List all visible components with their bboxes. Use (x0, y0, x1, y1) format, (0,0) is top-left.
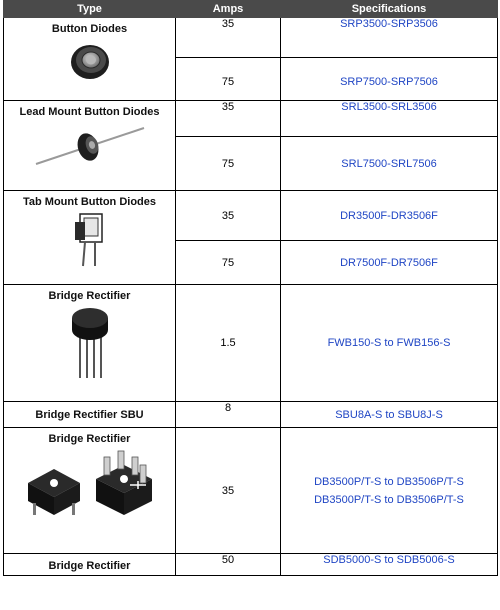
type-cell (4, 428, 176, 554)
spec-cell (281, 137, 498, 191)
spec-cell (281, 285, 498, 402)
table-row (4, 428, 498, 554)
column-header-amps: Amps (176, 1, 281, 18)
spec-link[interactable]: DR7500F-DR7506F (340, 256, 438, 269)
spec-cell (281, 428, 498, 554)
table-row (4, 554, 498, 576)
type-label: Bridge Rectifier (48, 290, 131, 302)
type-cell (4, 101, 176, 191)
table-row (4, 191, 498, 241)
spec-cell (281, 101, 498, 137)
type-label: Bridge Rectifier (48, 560, 131, 572)
column-header-type: Type (4, 1, 176, 18)
table-row (4, 101, 498, 137)
amps-cell: 35 (176, 18, 281, 58)
component-spec-table (3, 0, 498, 576)
table-row (4, 285, 498, 402)
amps-cell: 35 (176, 101, 281, 137)
amps-cell: 75 (176, 241, 281, 285)
spec-link[interactable]: SRP3500-SRP3506 (340, 18, 438, 30)
spec-cell (281, 58, 498, 101)
table-row (4, 402, 498, 428)
round-bridge-rectifier-icon (60, 302, 120, 380)
type-cell (4, 285, 176, 402)
spec-cell (281, 18, 498, 58)
type-label: Bridge Rectifier (48, 433, 131, 445)
type-cell (4, 18, 176, 101)
spec-link[interactable]: SDB5000-S to SDB5006-S (323, 554, 455, 566)
type-cell (4, 554, 176, 576)
amps-cell: 1.5 (176, 285, 281, 402)
amps-cell: 8 (176, 402, 281, 428)
spec-link[interactable]: DB3500P/T-S to DB3506P/T-S (314, 475, 464, 488)
button-diode-icon (60, 35, 120, 85)
amps-cell: 35 (176, 191, 281, 241)
type-cell (4, 191, 176, 285)
spec-link[interactable]: SBU8A-S to SBU8J-S (335, 408, 443, 421)
spec-link[interactable]: SRP7500-SRP7506 (340, 76, 438, 88)
header-row (4, 1, 498, 18)
type-label: Bridge Rectifier SBU (35, 408, 144, 421)
type-label: Lead Mount Button Diodes (19, 106, 160, 118)
type-label: Button Diodes (51, 23, 128, 35)
square-bridge-rectifier-icon (20, 445, 160, 525)
amps-cell: 50 (176, 554, 281, 576)
type-cell (4, 402, 176, 428)
table-row (4, 18, 498, 58)
spec-link[interactable]: DB3500P/T-S to DB3506P/T-S (314, 493, 464, 506)
tab-mount-diode-icon (65, 208, 115, 268)
column-header-specifications: Specifications (281, 1, 498, 18)
amps-cell: 75 (176, 58, 281, 101)
spec-cell (281, 191, 498, 241)
amps-cell: 75 (176, 137, 281, 191)
amps-cell: 35 (176, 428, 281, 554)
spec-link[interactable]: DR3500F-DR3506F (340, 209, 438, 222)
spec-link[interactable]: SRL7500-SRL7506 (341, 157, 437, 170)
spec-link[interactable]: FWB150-S to FWB156-S (327, 337, 451, 349)
spec-cell (281, 402, 498, 428)
type-label: Tab Mount Button Diodes (23, 196, 156, 208)
spec-cell (281, 241, 498, 285)
spec-cell (281, 554, 498, 576)
lead-mount-diode-icon (30, 118, 150, 173)
spec-link[interactable]: SRL3500-SRL3506 (341, 101, 437, 113)
